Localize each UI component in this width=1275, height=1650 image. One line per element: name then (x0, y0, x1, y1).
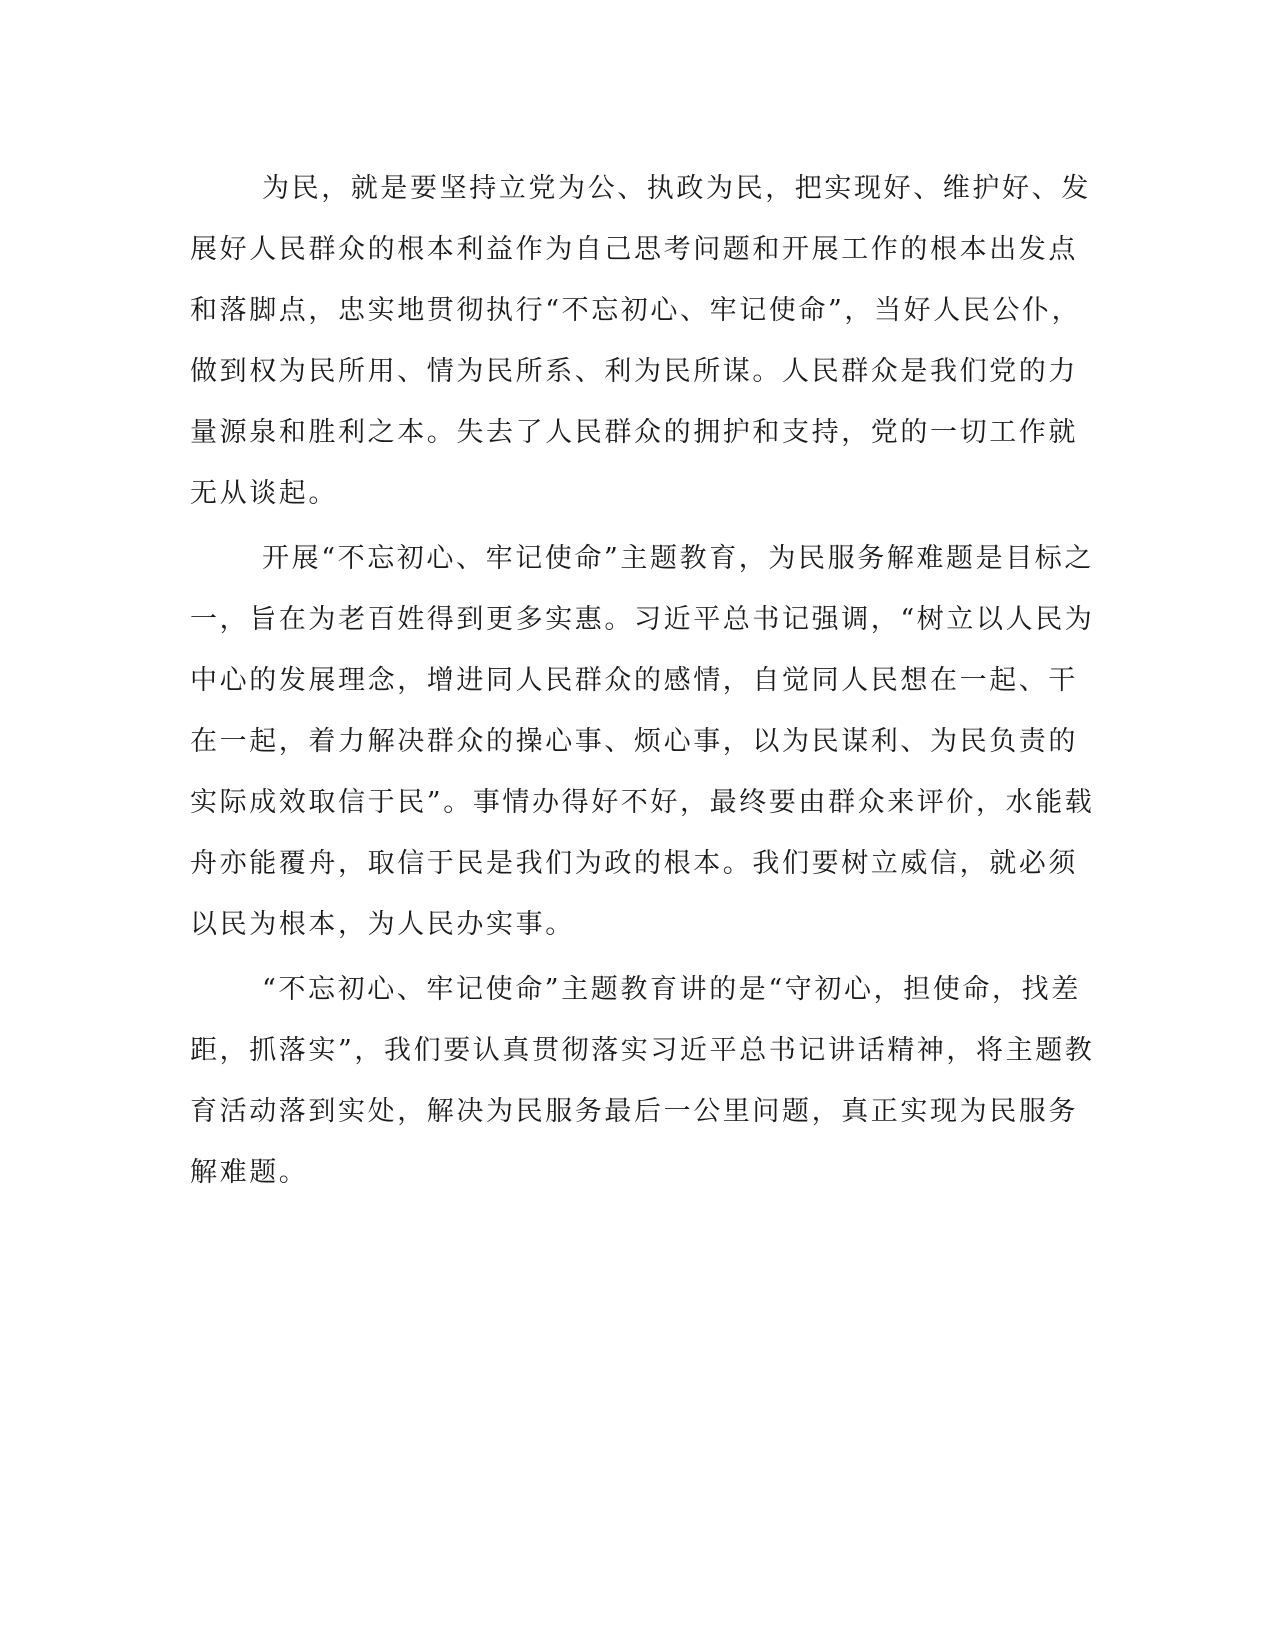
paragraph-3 (190, 959, 1095, 1203)
text-line: 做到权为民所用、情为民所系、利为民所谋。人民群众是我们党的力 (190, 356, 1078, 387)
text-line: 解难题。 (190, 1157, 309, 1188)
text-line: “不忘初心、牢记使命”主题教育讲的是“守初心，担使命，找差 (262, 974, 1081, 1005)
text-line: 展好人民群众的根本利益作为自己思考问题和开展工作的根本出发点 (190, 234, 1078, 265)
text-line: 中心的发展理念，增进同人民群众的感情，自觉同人民想在一起、干 (190, 665, 1078, 696)
text-line: 一，旨在为老百姓得到更多实惠。习近平总书记强调，“树立以人民为 (190, 604, 1095, 635)
text-line: 以民为根本，为人民办实事。 (190, 909, 575, 940)
text-line: 量源泉和胜利之本。失去了人民群众的拥护和支持，党的一切工作就 (190, 417, 1078, 448)
paragraph-1 (190, 158, 1091, 524)
text-line: 开展“不忘初心、牢记使命”主题教育，为民服务解难题是目标之 (262, 543, 1095, 574)
text-line: 为民，就是要坚持立党为公、执政为民，把实现好、维护好、发 (262, 173, 1091, 204)
text-line: 在一起，着力解决群众的操心事、烦心事，以为民谋利、为民负责的 (190, 726, 1078, 757)
text-line: 无从谈起。 (190, 478, 338, 509)
paragraph-2 (190, 528, 1095, 955)
text-line: 舟亦能覆舟，取信于民是我们为政的根本。我们要树立威信，就必须 (190, 848, 1078, 879)
document-body (190, 158, 1095, 1207)
text-line: 育活动落到实处，解决为民服务最后一公里问题，真正实现为民服务 (190, 1096, 1078, 1127)
text-line: 距，抓落实”，我们要认真贯彻落实习近平总书记讲话精神，将主题教 (190, 1035, 1095, 1066)
text-line: 和落脚点，忠实地贯彻执行“不忘初心、牢记使命”，当好人民公仆， (190, 295, 1082, 326)
text-line: 实际成效取信于民”。事情办得好不好，最终要由群众来评价，水能载 (190, 787, 1095, 818)
